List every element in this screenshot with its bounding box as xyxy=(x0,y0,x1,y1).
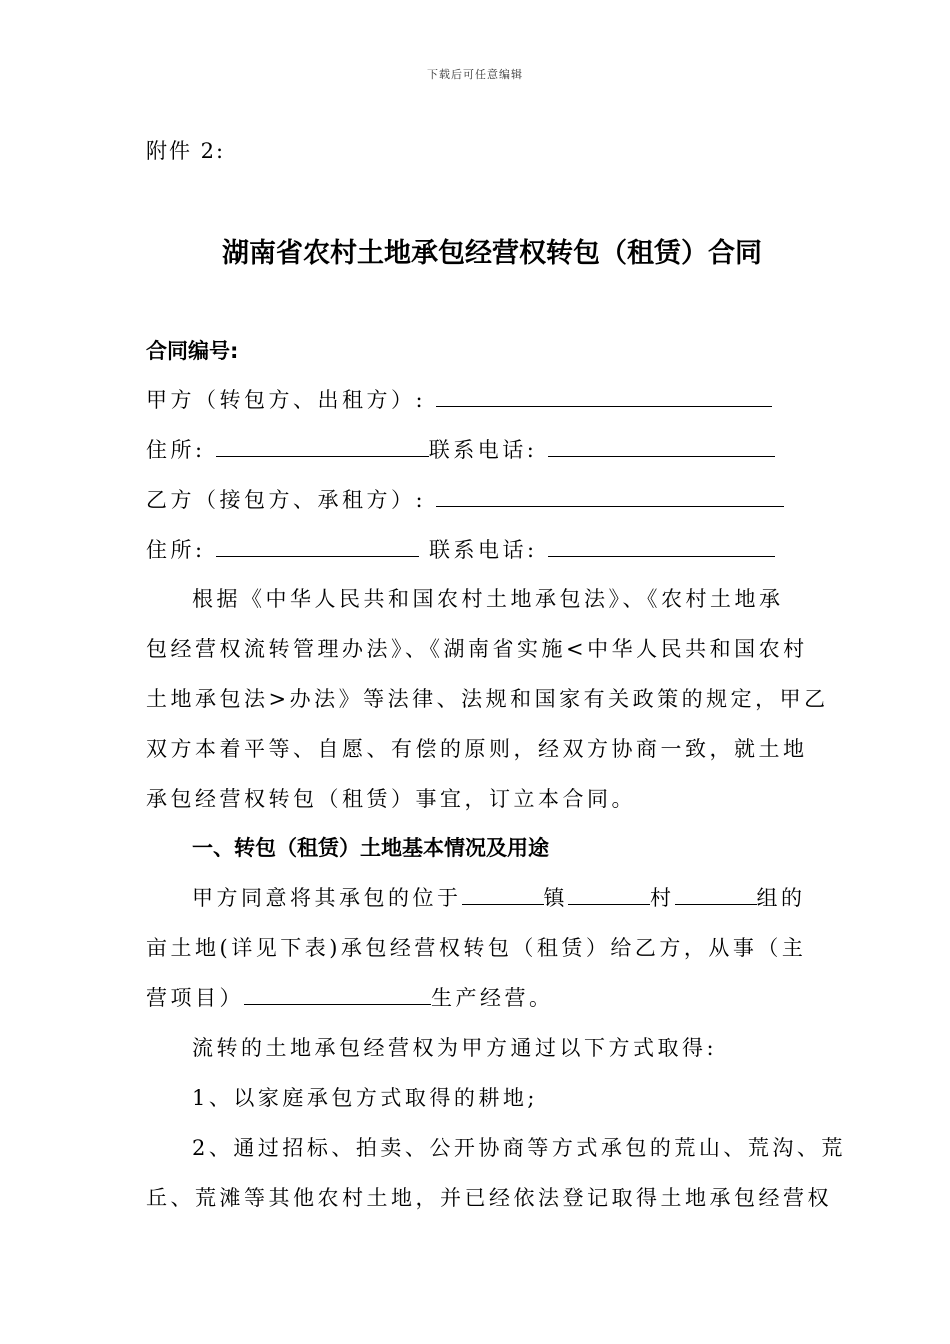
preamble-line: 承包经营权转包（租赁）事宜，订立本合同。 xyxy=(146,787,636,811)
preamble-line: 双方本着平等、自愿、有偿的原则，经双方协商一致，就土地 xyxy=(146,737,808,761)
group-blank[interactable] xyxy=(675,884,757,905)
preamble-line: 包经营权流转管理办法》、《湖南省实施<中华人民共和国农村 xyxy=(146,637,808,661)
acquisition-intro: 流转的土地承包经营权为甲方通过以下方式取得: xyxy=(192,1036,718,1060)
village-label: 村 xyxy=(650,886,675,910)
main-project-label: 营项目） xyxy=(146,986,244,1010)
phone-label-b: 联系电话: xyxy=(428,538,538,562)
section1-line2: 亩土地(详见下表)承包经营权转包（租赁）给乙方，从事（主 xyxy=(146,936,807,960)
party-a-line xyxy=(146,385,772,415)
acquisition-item-1: 1、以家庭承包方式取得的耕地; xyxy=(192,1086,538,1110)
acquisition-item-2: 2、通过招标、拍卖、公开协商等方式承包的荒山、荒沟、荒 xyxy=(192,1136,846,1160)
party-b-phone-blank[interactable] xyxy=(548,536,775,557)
phone-label-a: 联系电话: xyxy=(428,438,538,462)
location-text: 甲方同意将其承包的位于 xyxy=(192,886,462,910)
party-a-address-blank[interactable] xyxy=(216,436,429,457)
town-label: 镇 xyxy=(543,886,568,910)
party-b-blank[interactable] xyxy=(436,486,784,507)
party-b-label: 乙方（接包方、承租方）: xyxy=(146,488,427,512)
party-a-label: 甲方（转包方、出租方）: xyxy=(146,388,427,412)
address-label-a: 住所: xyxy=(146,438,206,462)
production-text: 生产经营。 xyxy=(431,986,554,1010)
header-note: 下载后可任意编辑 xyxy=(427,68,523,81)
address-label-b: 住所: xyxy=(146,538,206,562)
preamble-line: 根据《中华人民共和国农村土地承包法》、《农村土地承 xyxy=(192,587,784,611)
acquisition-item-2-cont: 丘、荒滩等其他农村土地，并已经依法登记取得土地承包经营权 xyxy=(146,1186,832,1210)
contract-title: 湖南省农村土地承包经营权转包（租赁）合同 xyxy=(222,238,762,269)
main-project-blank[interactable] xyxy=(244,984,431,1005)
party-a-address-line xyxy=(146,435,775,465)
section1-line1 xyxy=(192,883,806,913)
annex-label: 附件 2: xyxy=(146,139,226,163)
section1-line3 xyxy=(146,983,554,1013)
section1-heading: 一、转包（租赁）土地基本情况及用途 xyxy=(192,836,549,860)
town-blank[interactable] xyxy=(462,884,544,905)
party-b-line xyxy=(146,485,784,515)
party-b-address-line xyxy=(146,535,775,565)
group-label: 组的 xyxy=(756,886,806,910)
party-a-phone-blank[interactable] xyxy=(548,436,775,457)
party-a-blank[interactable] xyxy=(436,386,772,407)
contract-number-label: 合同编号: xyxy=(146,339,239,363)
party-b-address-blank[interactable] xyxy=(216,536,419,557)
village-blank[interactable] xyxy=(568,884,650,905)
preamble-line: 土地承包法>办法》等法律、法规和国家有关政策的规定，甲乙 xyxy=(146,687,829,711)
